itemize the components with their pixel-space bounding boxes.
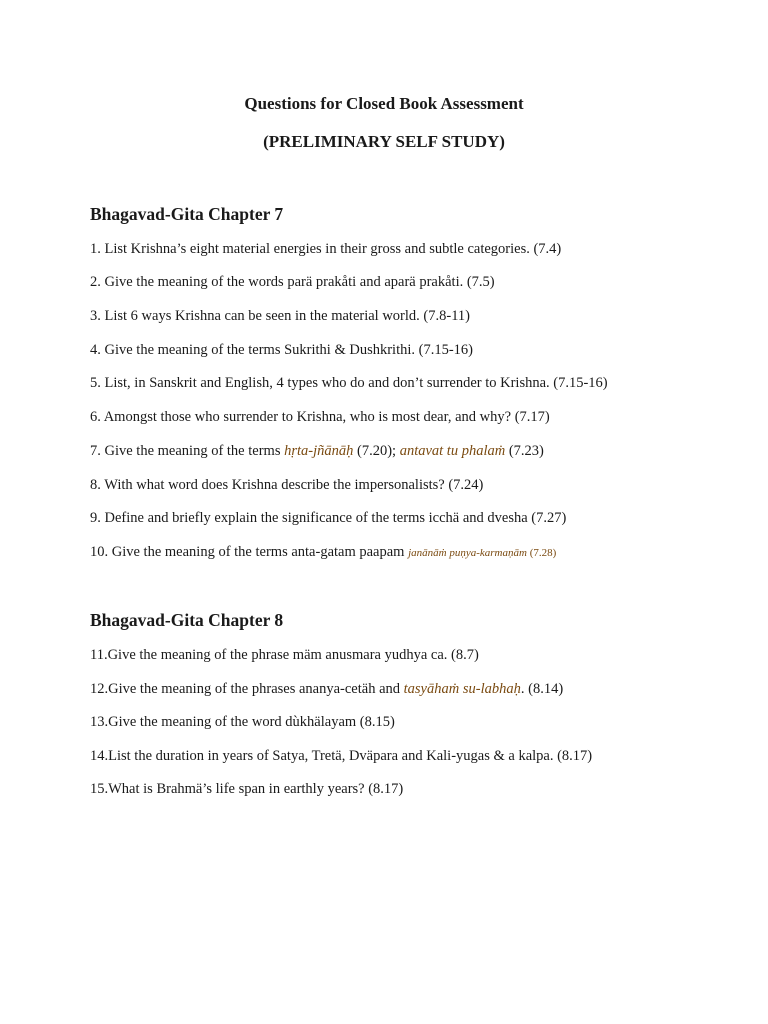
question-7-ref-1: (7.20); [353, 443, 400, 459]
question-12 [90, 681, 563, 698]
section-heading-chapter-8: Bhagavad-Gita Chapter 8 [90, 610, 284, 630]
question-8: 8. With what word does Krishna describe the impersonalists? (7.24) [90, 477, 484, 493]
question-10 [90, 544, 556, 561]
question-1: 1. List Krishna’s eight material energies in their gross and subtle categories. (7.4) [90, 241, 562, 257]
question-14: 14.List the duration in years of Satya, Tretä, Dväpara and Kali-yugas & a kalpa. (8.17) [90, 748, 593, 764]
sanskrit-term: tasyāhaṁ su-labhaḥ [403, 681, 521, 697]
sanskrit-term: antavat tu phalaṁ [399, 443, 506, 459]
question-13: 13.Give the meaning of the word dùkhälayam (8.15) [90, 714, 395, 730]
document-subtitle: (PRELIMINARY SELF STUDY) [263, 132, 505, 151]
question-7-text: 7. Give the meaning of the terms [90, 443, 285, 459]
question-11: 11.Give the meaning of the phrase mäm anusmara yudhya ca. (8.7) [90, 647, 479, 663]
question-5: 5. List, in Sanskrit and English, 4 types who do and don’t surrender to Krishna. (7.15-16) [90, 375, 608, 391]
question-12-ref: . (8.14) [520, 681, 564, 697]
document-title: Questions for Closed Book Assessment [244, 94, 524, 113]
sanskrit-term: hṛta-jñānāḥ [284, 443, 354, 459]
question-6: 6. Amongst those who surrender to Krishna, who is most dear, and why? (7.17) [90, 409, 550, 425]
question-10-text: 10. Give the meaning of the terms anta-gatam paapam [90, 544, 409, 560]
question-12-text: 12.Give the meaning of the phrases ananya-cetäh and [90, 681, 404, 697]
question-10-ref: (7.28) [526, 547, 557, 559]
question-7-ref-2: (7.23) [505, 443, 544, 459]
question-2: 2. Give the meaning of the words parä prakåti and aparä prakåti. (7.5) [90, 274, 495, 290]
sanskrit-term: janānāṁ puṇya-karmaṇām [408, 547, 527, 559]
section-heading-chapter-7: Bhagavad-Gita Chapter 7 [90, 204, 284, 224]
question-15: 15.What is Brahmä’s life span in earthly years? (8.17) [90, 781, 404, 797]
question-4: 4. Give the meaning of the terms Sukrithi & Dushkrithi. (7.15-16) [90, 342, 473, 358]
question-3: 3. List 6 ways Krishna can be seen in the material world. (7.8-11) [90, 308, 470, 324]
question-9: 9. Define and briefly explain the significance of the terms icchä and dvesha (7.27) [90, 510, 567, 526]
question-7 [90, 443, 544, 460]
